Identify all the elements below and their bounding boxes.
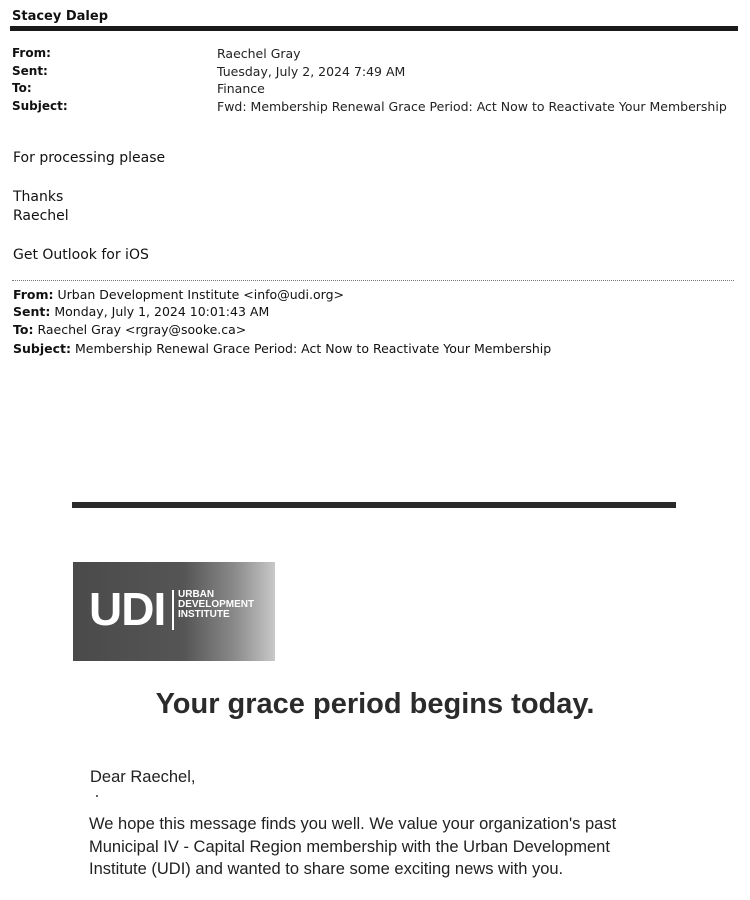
logo-word: DEVELOPMENT <box>178 599 255 610</box>
greeting: Dear Raechel, <box>90 768 196 786</box>
from-label: From: <box>12 46 51 60</box>
print-header-name: Stacey Dalep <box>12 9 109 24</box>
fwd-subject-line <box>13 341 551 356</box>
fwd-sent-value: Monday, July 1, 2024 10:01:43 AM <box>54 304 270 319</box>
header-divider <box>10 26 738 31</box>
fwd-from-line <box>13 287 344 302</box>
body-line: For processing please <box>13 150 166 166</box>
fwd-from-label: From: <box>13 287 54 302</box>
fwd-from-value: Urban Development Institute <info@udi.org> <box>57 287 344 302</box>
fwd-to-line <box>13 322 246 337</box>
paragraph-line: Institute (UDI) and wanted to share some exciting news with you. <box>89 860 564 878</box>
paragraph-line: We hope this message finds you well. We value your organization's past <box>89 815 617 833</box>
paragraph-line: Municipal IV - Capital Region membership with the Urban Development <box>89 837 610 856</box>
signature-line: Get Outlook for iOS <box>13 247 149 263</box>
logo-word: URBAN <box>178 589 215 600</box>
sent-label: Sent: <box>12 64 48 78</box>
fwd-subject-label: Subject: <box>13 341 71 356</box>
fwd-to-label: To: <box>13 322 34 337</box>
logo-divider <box>172 590 174 630</box>
email-top-bar <box>72 502 676 508</box>
fwd-sent-label: Sent: <box>13 304 51 319</box>
subject-value: Fwd: Membership Renewal Grace Period: Act Now to Reactivate Your Membership <box>217 99 727 114</box>
from-value: Raechel Gray <box>217 46 301 61</box>
fwd-sent-line <box>13 304 269 319</box>
logo-mark: UDI <box>89 583 166 635</box>
fwd-subject-value: Membership Renewal Grace Period: Act Now to Reactivate Your Membership <box>74 341 552 356</box>
sent-value: Tuesday, July 2, 2024 7:49 AM <box>217 64 406 79</box>
udi-logo <box>73 562 275 661</box>
email-headline: Your grace period begins today. <box>155 688 595 720</box>
subject-label: Subject: <box>12 99 68 113</box>
logo-wordmark <box>178 590 254 620</box>
to-value: Finance <box>217 81 265 96</box>
to-label: To: <box>12 81 32 95</box>
fwd-to-value: Raechel Gray <rgray@sooke.ca> <box>37 322 247 337</box>
scan-speck <box>96 795 98 797</box>
body-line: Raechel <box>13 208 69 224</box>
body-line: Thanks <box>13 189 64 205</box>
forward-divider <box>12 280 734 281</box>
intro-paragraph <box>89 813 649 881</box>
logo-word: INSTITUTE <box>178 609 230 620</box>
